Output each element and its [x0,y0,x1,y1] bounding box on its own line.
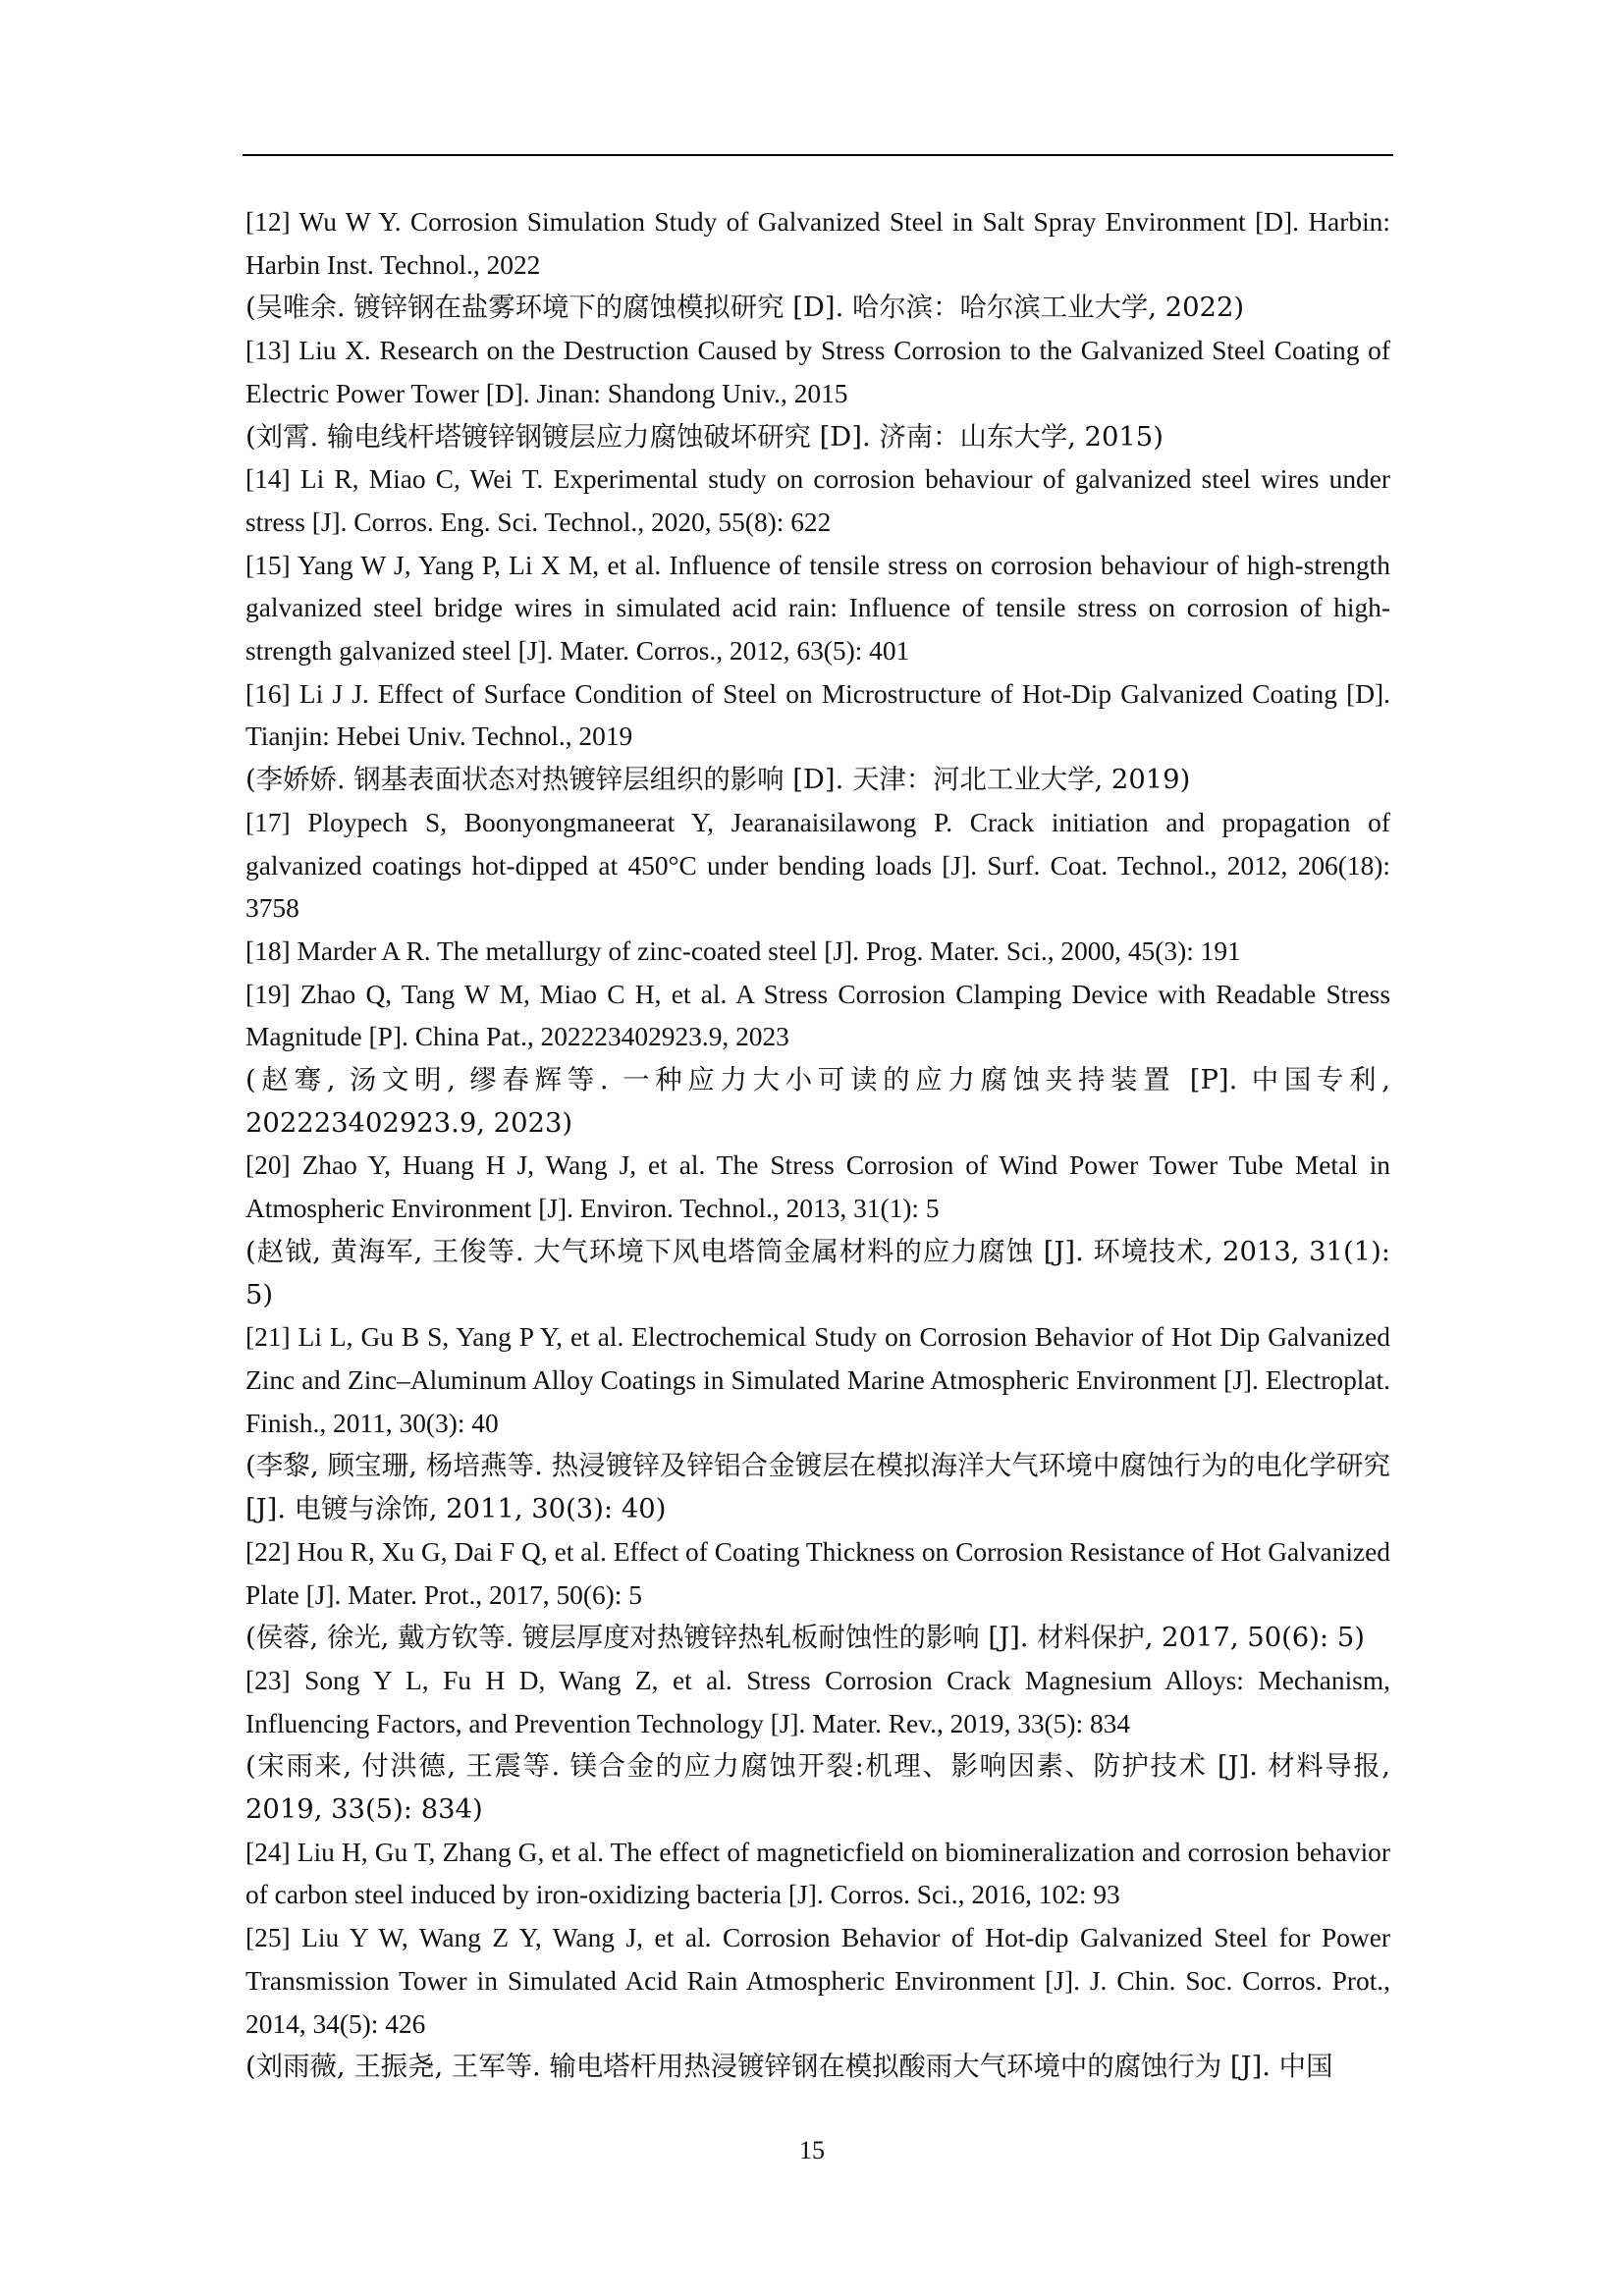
reference-20 [245,1145,1390,1316]
reference-19-english: [19] Zhao Q, Tang W M, Miao C H, et al. A Stress Corrosion Clamping Device with Readable Stress Magnitude [P]. China Pat., 202223402923.9, 2023 [245,979,1390,1052]
reference-23-english: [23] Song Y L, Fu H D, Wang Z, et al. Stress Corrosion Crack Magnesium Alloys: Mechanism, Influencing Factors, and Prevention Technology [J]. Mater. Rev., 2019, 33(5): 834 [245,1665,1390,1738]
reference-25 [245,1917,1390,2089]
reference-16 [245,673,1390,802]
reference-16-chinese: (李娇娇. 钢基表面状态对热镀锌层组织的影响 [D]. 天津：河北工业大学, 2019) [245,765,1191,796]
reference-25-english: [25] Liu Y W, Wang Z Y, Wang J, et al. Corrosion Behavior of Hot-dip Galvanized Steel for Power Transmission Tower in Simulated Acid Rain Atmospheric Environment [J]. J. Chin. Soc. Corros. Prot., 2014, 34(5): 426 [245,1923,1390,2039]
reference-13-chinese: (刘霄. 输电线杆塔镀锌钢镀层应力腐蚀破坏研究 [D]. 济南：山东大学, 2015) [245,421,1164,453]
reference-23-chinese: (宋雨来, 付洪德, 王震等. 镁合金的应力腐蚀开裂:机理、影响因素、防护技术 [J]. 材料导报, 2019, 33(5): 834) [245,1751,1390,1826]
reference-20-chinese: (赵钺, 黄海军, 王俊等. 大气环境下风电塔筒金属材料的应力腐蚀 [J]. 环境技术, 2013, 31(1): 5) [245,1236,1390,1310]
reference-12-english: [12] Wu W Y. Corrosion Simulation Study of Galvanized Steel in Salt Spray Environment [D]. Harbin: Harbin Inst. Technol., 2022 [245,207,1390,280]
reference-16-english: [16] Li J J. Effect of Surface Condition of Steel on Microstructure of Hot-Dip Galvanized Coating [D]. Tianjin: Hebei Univ. Technol., 2019 [245,678,1390,752]
reference-12 [245,201,1390,330]
header-rule [243,154,1393,156]
reference-25-chinese: (刘雨薇, 王振尧, 王军等. 输电塔杆用热浸镀锌钢在模拟酸雨大气环境中的腐蚀行为 [J]. 中国 [245,2052,1333,2083]
reference-21-chinese: (李黎, 顾宝珊, 杨培燕等. 热浸镀锌及锌铝合金镀层在模拟海洋大气环境中腐蚀行为的电化学研究 [J]. 电镀与涂饰, 2011, 30(3): 40) [245,1451,1390,1525]
reference-list [245,201,1390,2089]
reference-21 [245,1316,1390,1531]
reference-14 [245,458,1390,544]
reference-22-english: [22] Hou R, Xu G, Dai F Q, et al. Effect of Coating Thickness on Corrosion Resistance of Hot Galvanized Plate [J]. Mater. Prot., 2017, 50(6): 5 [245,1536,1390,1610]
reference-19-chinese: (赵骞, 汤文明, 缪春辉等. 一种应力大小可读的应力腐蚀夹持装置 [P]. 中国专利, 202223402923.9, 2023) [245,1065,1390,1139]
reference-23 [245,1660,1390,1832]
reference-18-english: [18] Marder A R. The metallurgy of zinc-coated steel [J]. Prog. Mater. Sci., 2000, 45(3): 191 [245,935,1241,966]
reference-13 [245,330,1390,458]
reference-21-english: [21] Li L, Gu B S, Yang P Y, et al. Electrochemical Study on Corrosion Behavior of Hot Dip Galvanized Zinc and Zinc–Aluminum Alloy Coatings in Simulated Marine Atmospheric Environment [J]. Electroplat. Finish., 2011, 30(3): 40 [245,1322,1390,1438]
reference-15 [245,545,1390,673]
page-number: 15 [799,2136,825,2164]
reference-24-english: [24] Liu H, Gu T, Zhang G, et al. The effect of magneticfield on biomineralization and corrosion behavior of carbon steel induced by iron-oxidizing bacteria [J]. Corros. Sci., 2016, 102: 93 [245,1837,1390,1910]
reference-12-chinese: (吴唯余. 镀锌钢在盐雾环境下的腐蚀模拟研究 [D]. 哈尔滨：哈尔滨工业大学, 2022) [245,293,1245,324]
reference-17 [245,802,1390,931]
reference-18 [245,931,1390,974]
reference-22-chinese: (侯蓉, 徐光, 戴方钦等. 镀层厚度对热镀锌热轧板耐蚀性的影响 [J]. 材料保护, 2017, 50(6): 5) [245,1623,1365,1654]
reference-24 [245,1832,1390,1917]
reference-20-english: [20] Zhao Y, Huang H J, Wang J, et al. The Stress Corrosion of Wind Power Tower Tube Metal in Atmospheric Environment [J]. Environ. Technol., 2013, 31(1): 5 [245,1150,1390,1224]
reference-15-english: [15] Yang W J, Yang P, Li X M, et al. Influence of tensile stress on corrosion behaviour of high-strength galvanized steel bridge wires in simulated acid rain: Influence of tensile stress on corrosion of high-strength galvanized steel [J]. Mater. Corros., 2012, 63(5): 401 [245,550,1390,667]
reference-17-english: [17] Ploypech S, Boonyongmaneerat Y, Jearanaisilawong P. Crack initiation and propagation of galvanized coatings hot-dipped at 450°C under bending loads [J]. Surf. Coat. Technol., 2012, 206(18): 3758 [245,807,1390,924]
reference-22 [245,1531,1390,1660]
reference-13-english: [13] Liu X. Research on the Destruction Caused by Stress Corrosion to the Galvanized Steel Coating of Electric Power Tower [D]. Jinan: Shandong Univ., 2015 [245,336,1390,408]
reference-19 [245,974,1390,1146]
reference-14-english: [14] Li R, Miao C, Wei T. Experimental study on corrosion behaviour of galvanized steel wires under stress [J]. Corros. Eng. Sci. Technol., 2020, 55(8): 622 [245,464,1390,537]
